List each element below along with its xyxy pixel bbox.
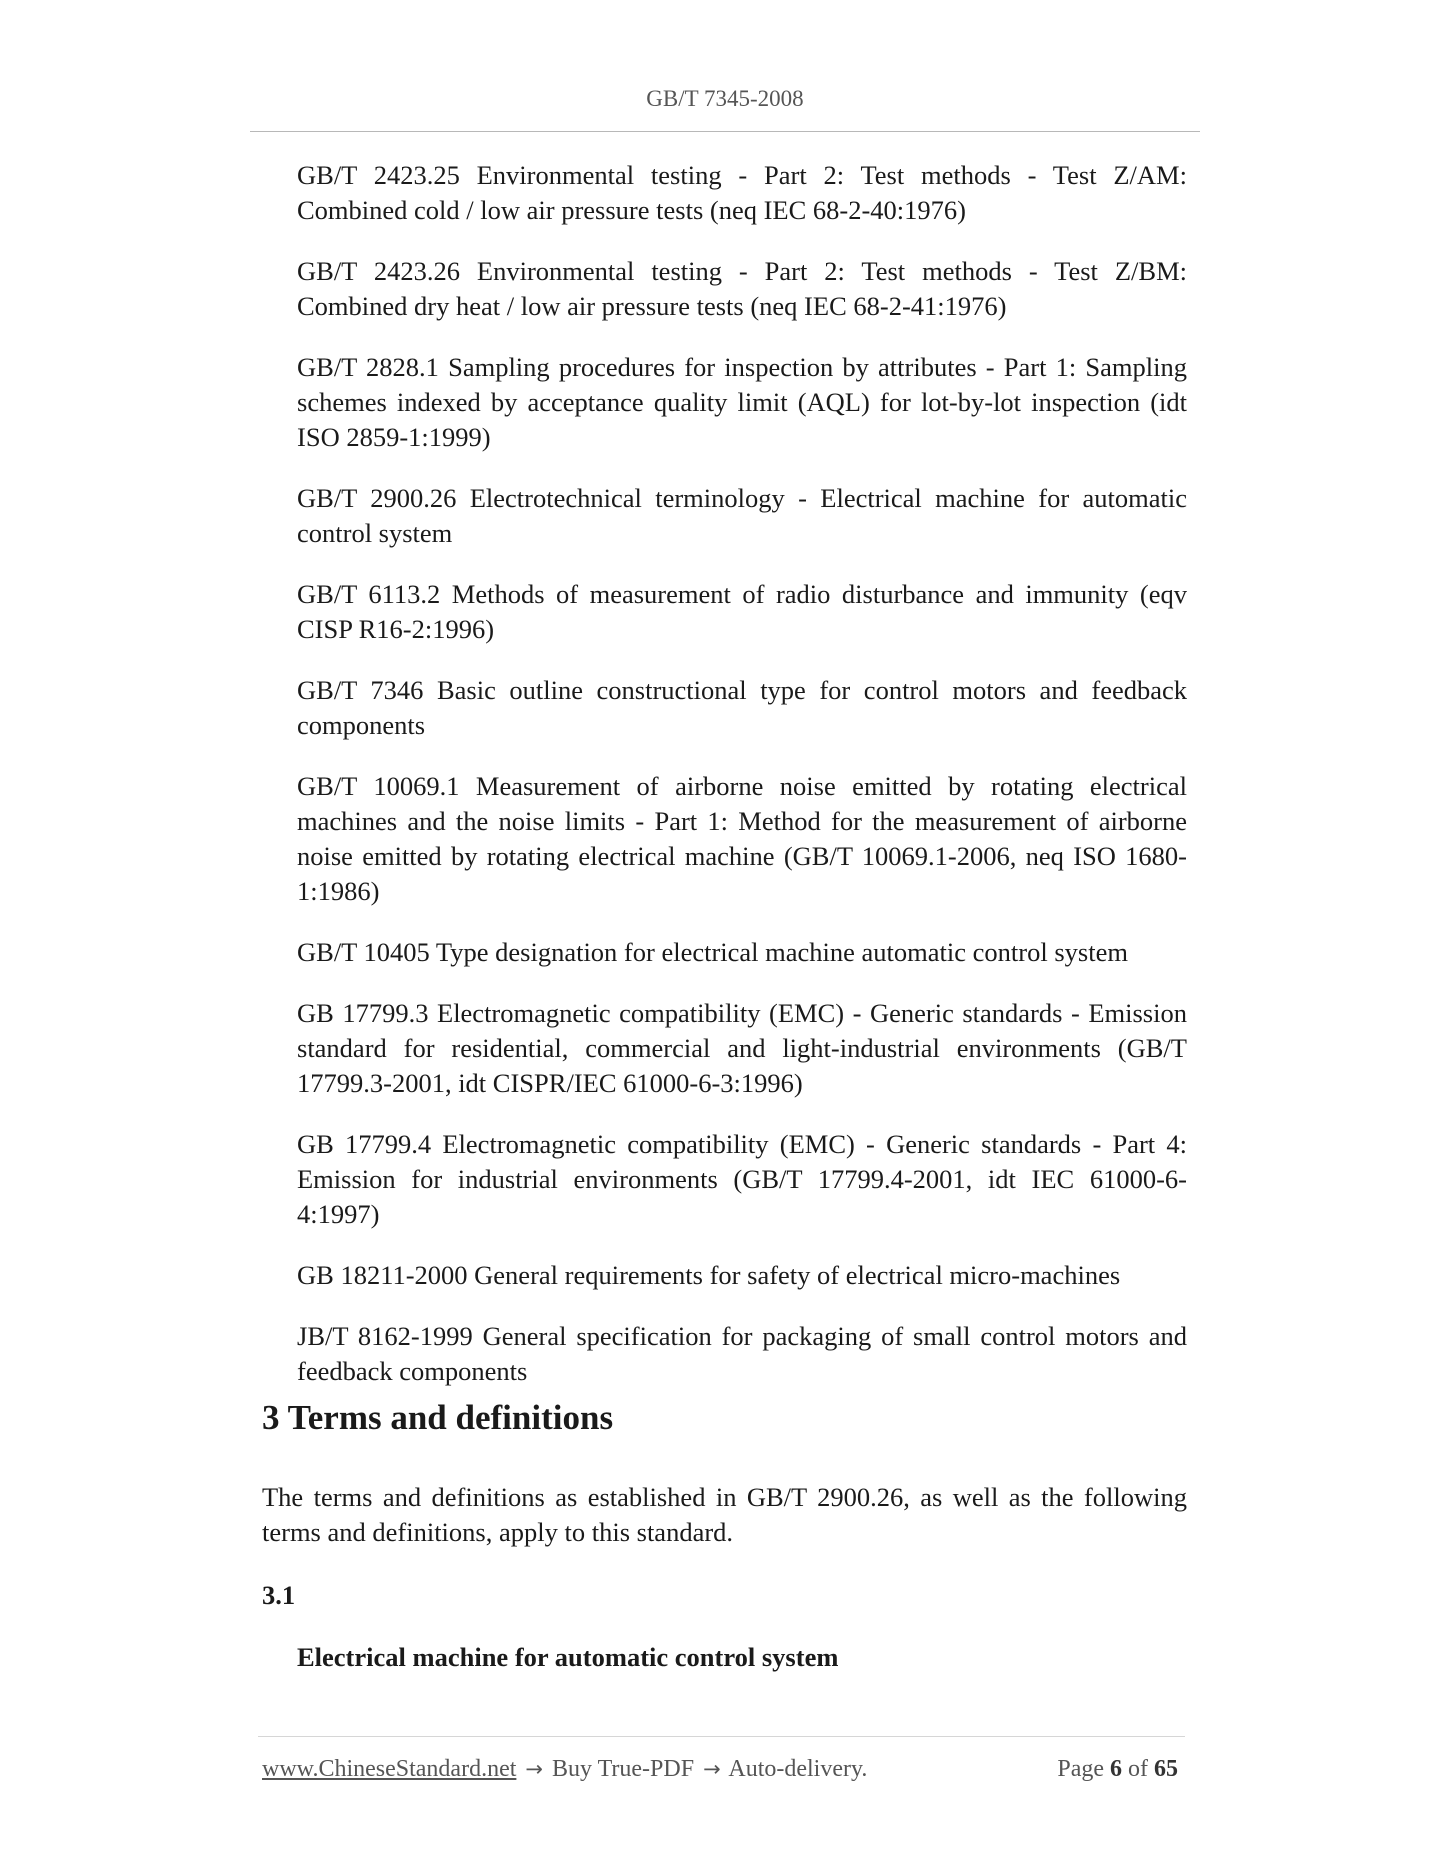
term-number: 3.1 xyxy=(262,1580,296,1610)
page-current: 6 xyxy=(1110,1756,1122,1782)
page-footer xyxy=(262,1752,1182,1786)
page-label: Page xyxy=(1057,1756,1104,1782)
reference-item: GB/T 10069.1 Measurement of airborne noise emitted by rotating electrical machines and the noise limits - Part 1: Method for the measurement of airborne noise emitted by rotating electrical machine (GB/T 10069.1-2006, neq ISO 1680-1:1986) xyxy=(297,771,1187,906)
footer-promo xyxy=(262,1752,867,1786)
reference-item: GB/T 2828.1 Sampling procedures for inspection by attributes - Part 1: Sampling schemes indexed by acceptance quality limit (AQL) for lot-by-lot inspection (idt ISO 2859-1:1999) xyxy=(297,352,1187,452)
buy-pdf-text: Buy True-PDF xyxy=(552,1756,695,1782)
reference-item: JB/T 8162-1999 General specification for packaging of small control motors and feedback components xyxy=(297,1321,1187,1386)
reference-item: GB/T 2900.26 Electrotechnical terminology - Electrical machine for automatic control system xyxy=(297,483,1187,548)
page-indicator xyxy=(1057,1752,1178,1786)
term-title: Electrical machine for automatic control system xyxy=(297,1642,839,1672)
section-heading: 3 Terms and definitions xyxy=(262,1398,614,1437)
arrow-right-icon: → xyxy=(703,1757,721,1781)
normative-references-list xyxy=(297,158,1187,1415)
footer-divider xyxy=(258,1736,1185,1737)
header-divider xyxy=(250,131,1200,132)
section-intro-paragraph: The terms and definitions as established in GB/T 2900.26, as well as the following terms and definitions, apply to this standard. xyxy=(262,1482,1187,1547)
reference-item: GB/T 6113.2 Methods of measurement of radio disturbance and immunity (eqv CISP R16-2:1996) xyxy=(297,579,1187,644)
site-link[interactable]: www.ChineseStandard.net xyxy=(262,1756,517,1782)
page-header-doc-code: GB/T 7345-2008 xyxy=(646,86,804,111)
reference-item: GB/T 10405 Type designation for electrical machine automatic control system xyxy=(297,937,1128,967)
page-of-label: of xyxy=(1128,1756,1148,1782)
reference-item: GB 17799.3 Electromagnetic compatibility (EMC) - Generic standards - Emission standard for residential, commercial and light-industrial environments (GB/T 17799.3-2001, idt CISPR/IEC 61000-6-3:1996) xyxy=(297,998,1187,1098)
reference-item: GB/T 2423.26 Environmental testing - Part 2: Test methods - Test Z/BM: Combined dry heat / low air pressure tests (neq IEC 68-2-41:1976) xyxy=(297,256,1187,321)
reference-item: GB 17799.4 Electromagnetic compatibility (EMC) - Generic standards - Part 4: Emission for industrial environments (GB/T 17799.4-2001, idt IEC 61000-6-4:1997) xyxy=(297,1129,1187,1229)
reference-item: GB/T 7346 Basic outline constructional type for control motors and feedback components xyxy=(297,675,1187,740)
page-total: 65 xyxy=(1154,1756,1178,1782)
reference-item: GB 18211-2000 General requirements for safety of electrical micro-machines xyxy=(297,1260,1121,1290)
auto-delivery-text: Auto-delivery. xyxy=(728,1756,868,1782)
arrow-right-icon: → xyxy=(525,1757,543,1781)
reference-item: GB/T 2423.25 Environmental testing - Part 2: Test methods - Test Z/AM: Combined cold / low air pressure tests (neq IEC 68-2-40:1976) xyxy=(297,160,1187,225)
